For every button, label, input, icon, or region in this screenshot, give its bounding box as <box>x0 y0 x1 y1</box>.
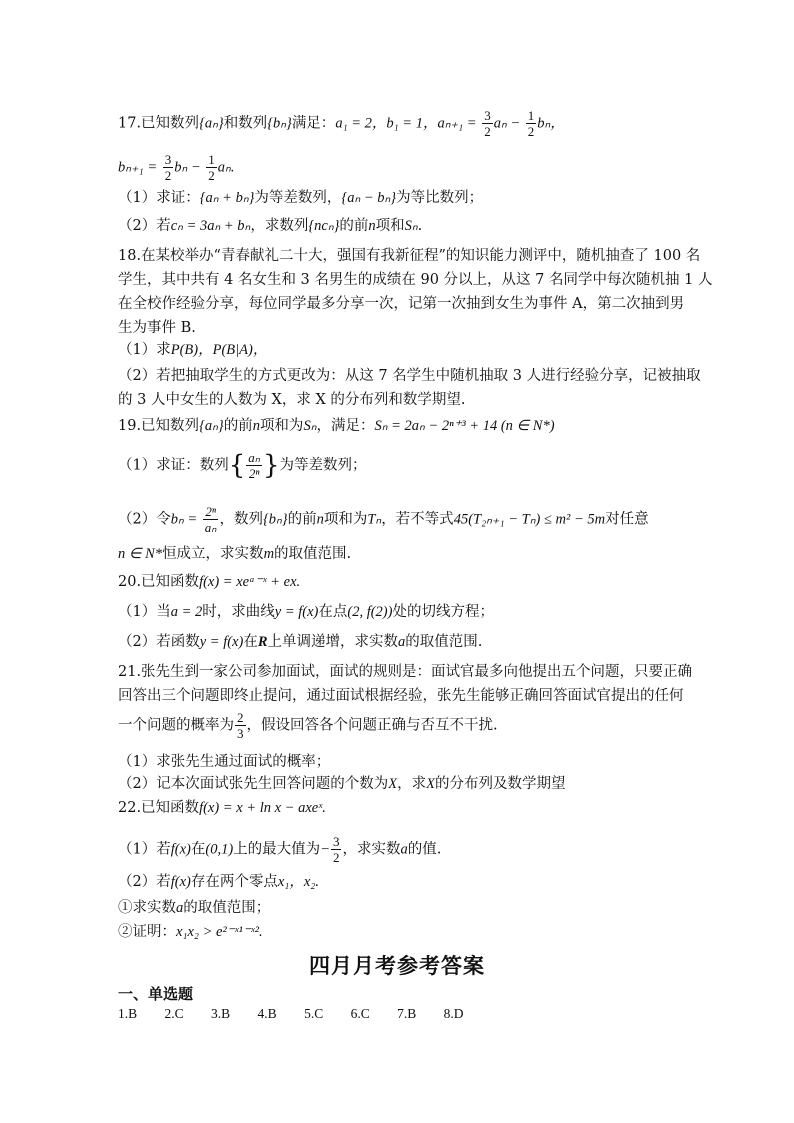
q17-math: {aₙ} <box>199 115 224 132</box>
q19-part2-line2: n ∈ N*恒成立，求实数m的取值范围. <box>118 546 352 562</box>
q20-line1: 20.已知函数f(x) = xeᵃ⁻ˣ + ex. <box>118 574 301 590</box>
q22-line1: 22.已知函数f(x) = x + ln x − axeˣ. <box>118 800 326 816</box>
answer-title: 四月月考参考答案 <box>309 953 485 978</box>
answer-item: 3.B <box>211 1006 231 1021</box>
q21-line2: 回答出三个问题即终止提问，通过面试根据经验，张先生能够正确回答面试官提出的任何 <box>118 688 684 704</box>
q17-fraction: $\frac{3}{2}$ <box>164 152 172 183</box>
q22-sub2: ②证明：x₁x₂ > e²⁻ˣ¹⁻ˣ². <box>118 924 263 940</box>
q21-line3: 一个问题的概率为 $\frac{2}{3}$ ，假设回答各个问题正确与否互不干扰. <box>118 710 498 741</box>
q20-part1: （1）当a = 2时，求曲线y = f(x)在点(2, f(2))处的切线方程； <box>118 604 494 620</box>
answer-item: 6.C <box>350 1006 370 1021</box>
q17-math: bₙ， <box>537 115 565 132</box>
answer-item: 1.B <box>118 1006 138 1021</box>
q22-part1: （1）若f(x)在(0,1)上的最大值为− $\frac{3}{2}$ ，求实数a的值. <box>118 834 442 865</box>
q17-part1: （1）求证：{aₙ + bₙ}为等差数列，{aₙ − bₙ}为等比数列； <box>118 190 484 206</box>
q17-fraction: $\frac{3}{2}$ <box>484 108 491 139</box>
q21-line1: 21.张先生到一家公司参加面试，面试的规则是：面试官最多向他提出五个问题，只要正确 <box>118 664 693 680</box>
q21-part1: （1）求张先生通过面试的概率； <box>118 754 331 770</box>
q21-part2: （2）记本次面试张先生回答问题的个数为X，求X的分布列及数学期望 <box>118 776 566 792</box>
q19-part2: （2）令bₙ = $\frac{\text{2ⁿ}}{\text{aₙ}}$ ，数列{bₙ}的前n项和为Tₙ，若不等式45(T₂ₙ₊₁ − Tₙ) ≤ m² − 5m对任意 <box>118 504 649 535</box>
q18-part2-line2: 的 3 人中女生的人数为 X，求 X 的分布列和数学期望. <box>118 392 466 408</box>
section-title: 一、单选题 <box>118 985 194 1003</box>
q17-fraction: $\frac{1}{2}$ <box>208 152 215 183</box>
q17-math: bₙ − <box>174 159 201 176</box>
q17-math: a₁ = 2，b₁ = 1，aₙ₊₁ = <box>335 115 477 132</box>
q17-math: aₙ − <box>493 115 521 132</box>
q17-line1 <box>118 108 678 139</box>
q17-fraction: $\frac{1}{2}$ <box>527 108 535 139</box>
q22-part2: （2）若f(x)存在两个零点x₁，x₂. <box>118 874 319 890</box>
answer-item: 5.C <box>304 1006 324 1021</box>
q18-line3: 在全校作经验分享，每位同学最多分享一次，记第一次抽到女生为事件 A，第二次抽到男 <box>118 296 685 312</box>
q17-text: 满足： <box>291 115 336 132</box>
answer-item: 8.D <box>443 1006 464 1021</box>
q18-part2-line1: （2）若把抽取学生的方式更改为：从这 7 名学生中随机抽取 3 人进行经验分享，记被抽取 <box>118 368 701 384</box>
q18-line1: 18.在某校举办“青春献礼二十大，强国有我新征程”的知识能力测评中，随机抽查了 100 名 <box>118 248 701 264</box>
q19-line1: 19.已知数列{aₙ}的前n项和为Sₙ，满足：Sₙ = 2aₙ − 2ⁿ⁺³ + 14 (n ∈ N*) <box>118 418 555 434</box>
answer-list <box>118 1006 487 1022</box>
answer-item: 7.B <box>397 1006 417 1021</box>
q18-line2: 学生，其中共有 4 名女生和 3 名男生的成绩在 90 分以上，从这 7 名同学中每次随机抽 1 人 <box>118 272 713 288</box>
answer-item: 4.B <box>257 1006 277 1021</box>
q17-line2 <box>118 152 678 183</box>
q17-part2: （2）若cₙ = 3aₙ + bₙ，求数列{ncₙ}的前n项和Sₙ. <box>118 218 423 234</box>
q17-math: aₙ. <box>217 159 235 176</box>
q17-text: 17.已知数列 <box>118 115 200 132</box>
q18-part1: （1）求P(B)，P(B|A)， <box>118 342 268 358</box>
q18-line4: 生为事件 B. <box>118 320 196 336</box>
q20-part2: （2）若函数y = f(x)在R上单调递增，求实数a的取值范围. <box>118 634 483 650</box>
q19-part1: （1）求证：数列{ $\frac{\text{aₙ}}{\text{2ⁿ}}$ }为等差数列； <box>118 450 367 481</box>
q17-math: bₙ₊₁ = <box>118 159 158 176</box>
q17-text: 和数列 <box>223 115 268 132</box>
q17-math: {bₙ} <box>267 115 292 132</box>
q22-sub1: ①求实数a的取值范围； <box>118 900 271 916</box>
answer-item: 2.C <box>164 1006 184 1021</box>
